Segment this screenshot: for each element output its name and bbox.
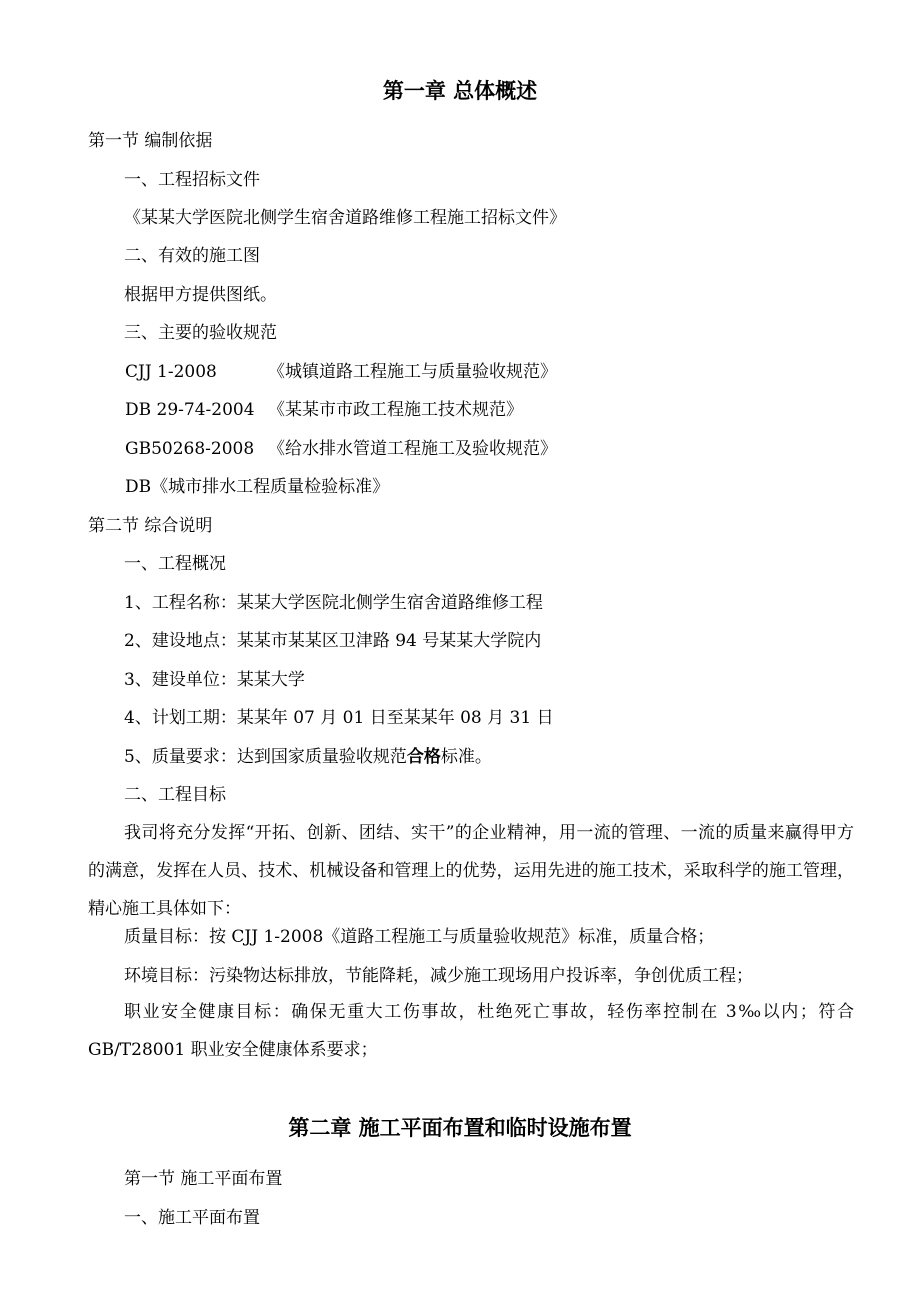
quality-prefix: 5、质量要求：达到国家质量验收规范 (124, 747, 407, 767)
safety-goal: 职业安全健康目标：确保无重大工伤事故，杜绝死亡事故，轻伤率控制在 3‰以内；符合 GB/T28001 职业安全健康体系要求； (88, 1002, 854, 1060)
overview-item: 4、计划工期：某某年 07 月 01 日至某某年 08 月 31 日 (124, 708, 554, 728)
quality-requirement (124, 746, 492, 768)
drawings-text: 根据甲方提供图纸。 (124, 285, 277, 305)
overview-item: 1、工程名称：某某大学医院北侧学生宿舍道路维修工程 (124, 593, 543, 613)
item1-title: 一、工程招标文件 (124, 170, 260, 190)
chapter2-title: 第二章 施工平面布置和临时设施布置 (288, 1115, 632, 1140)
overview-title: 一、工程概况 (124, 554, 226, 574)
chapter2-section1-title: 第一节 施工平面布置 (124, 1169, 283, 1189)
overview-item: 3、建设单位：某某大学 (124, 670, 305, 690)
tender-document: 《某某大学医院北侧学生宿舍道路维修工程施工招标文件》 (124, 208, 566, 228)
chapter1-title: 第一章 总体概述 (382, 78, 538, 103)
chapter2-item1-title: 一、施工平面布置 (124, 1208, 260, 1228)
environment-goal: 环境目标：污染物达标排放，节能降耗，减少施工现场用户投诉率，争创优质工程； (124, 966, 753, 986)
standard-4: DB《城市排水工程质量检验标准》 (125, 477, 390, 497)
goals-paragraph: 我司将充分发挥“开拓、创新、团结、实干”的企业精神，用一流的管理、一流的质量来赢得甲方的满意，发挥在人员、技术、机械设备和管理上的优势，运用先进的施工技术，采取科学的施工管理，精心施工具体如下： (88, 823, 854, 919)
section1-title: 第一节 编制依据 (88, 131, 213, 151)
standard-code: CJJ 1-2008 (125, 362, 217, 382)
quality-suffix: 标准。 (440, 747, 492, 767)
standard-name: 《某某市市政工程施工技术规范》 (268, 400, 523, 420)
item2-title: 二、有效的施工图 (124, 246, 260, 266)
standard-name: 《城镇道路工程施工与质量验收规范》 (268, 362, 557, 382)
goals-title: 二、工程目标 (124, 785, 226, 805)
quality-bold: 合格 (406, 747, 441, 767)
quality-goal: 质量目标：按 CJJ 1-2008《道路工程施工与质量验收规范》标准，质量合格； (124, 927, 715, 947)
standard-name: 《给水排水管道工程施工及验收规范》 (268, 439, 557, 459)
standard-code: GB50268-2008 (125, 439, 255, 459)
item3-title: 三、主要的验收规范 (124, 323, 277, 343)
section2-title: 第二节 综合说明 (88, 516, 213, 536)
standard-code: DB 29-74-2004 (125, 400, 255, 420)
overview-item: 2、建设地点：某某市某某区卫津路 94 号某某大学院内 (124, 631, 542, 651)
